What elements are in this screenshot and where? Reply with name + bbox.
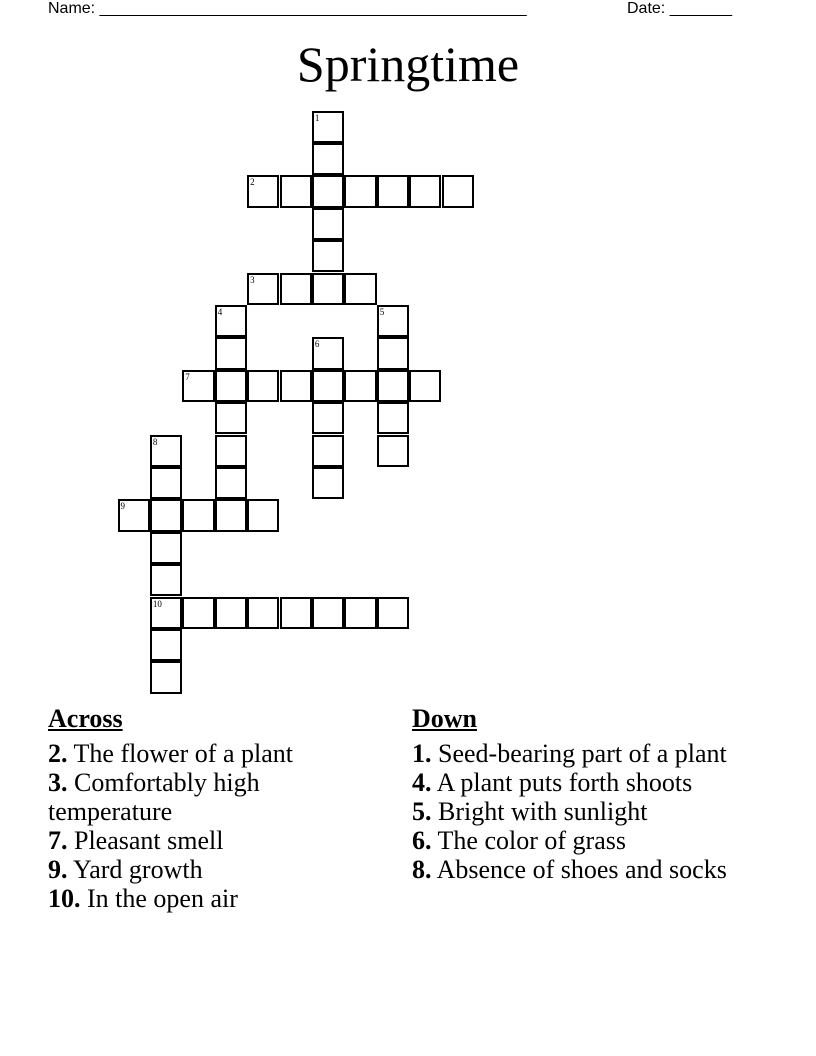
cell-number: 9 — [120, 501, 125, 512]
grid-cell[interactable] — [344, 175, 376, 207]
grid-cell[interactable] — [247, 370, 279, 402]
grid-cell[interactable] — [344, 273, 376, 305]
grid-cell[interactable] — [280, 175, 312, 207]
clue-text: Pleasant smell — [67, 826, 224, 855]
down-heading: Down — [412, 704, 478, 733]
across-clue — [48, 826, 388, 855]
across-heading: Across — [48, 704, 123, 733]
grid-cell[interactable] — [150, 499, 182, 531]
clue-text: Bright with sunlight — [431, 797, 648, 826]
clue-number: 7. — [48, 826, 68, 855]
across-clue — [48, 855, 388, 884]
grid-cell[interactable] — [215, 435, 247, 467]
grid-cell[interactable] — [312, 467, 344, 499]
grid-cell[interactable] — [312, 597, 344, 629]
grid-cell[interactable] — [312, 370, 344, 402]
grid-cell[interactable] — [280, 273, 312, 305]
grid-cell[interactable] — [150, 467, 182, 499]
grid-cell[interactable] — [215, 370, 247, 402]
grid-cell[interactable] — [215, 402, 247, 434]
grid-cell[interactable] — [377, 305, 409, 337]
grid-cell[interactable] — [312, 143, 344, 175]
down-clue — [412, 739, 742, 768]
down-clue — [412, 768, 742, 797]
grid-cell[interactable] — [377, 597, 409, 629]
grid-cell[interactable] — [215, 337, 247, 369]
date-blank[interactable]: _______ — [669, 0, 732, 17]
grid-cell[interactable] — [312, 175, 344, 207]
page-title: Springtime — [296, 36, 520, 92]
clue-number: 6. — [412, 826, 432, 855]
name-blank[interactable]: ________________________________________________ — [99, 0, 527, 17]
grid-cell[interactable] — [409, 370, 441, 402]
grid-cell[interactable] — [215, 467, 247, 499]
clue-text: In the open air — [80, 884, 238, 913]
grid-cell[interactable] — [312, 402, 344, 434]
across-clues — [48, 704, 388, 913]
grid-cell[interactable] — [182, 597, 214, 629]
grid-cell[interactable] — [312, 273, 344, 305]
grid-cell[interactable] — [377, 402, 409, 434]
date-label: Date: — [627, 0, 666, 17]
clue-number: 1. — [412, 739, 432, 768]
clue-number: 4. — [412, 768, 432, 797]
grid-cell[interactable] — [409, 175, 441, 207]
grid-cell[interactable] — [215, 597, 247, 629]
grid-cell[interactable] — [247, 597, 279, 629]
grid-cell[interactable] — [150, 629, 182, 661]
grid-cell[interactable] — [377, 435, 409, 467]
grid-cell[interactable] — [247, 273, 279, 305]
cell-number: 2 — [250, 177, 255, 188]
clue-text: Yard growth — [67, 855, 203, 884]
clue-number: 2. — [48, 739, 68, 768]
grid-cell[interactable] — [344, 370, 376, 402]
cell-number: 8 — [152, 436, 158, 447]
grid-cell[interactable] — [215, 499, 247, 531]
clue-text: Absence of shoes and socks — [431, 855, 727, 884]
cell-number: 5 — [379, 306, 385, 317]
down-clue — [412, 826, 742, 855]
grid-cell[interactable] — [312, 208, 344, 240]
across-clue — [48, 739, 388, 768]
clue-text: Comfortably high temperature — [48, 768, 260, 826]
grid-cell[interactable] — [182, 370, 214, 402]
grid-cell[interactable] — [247, 499, 279, 531]
cell-number: 1 — [314, 112, 320, 123]
grid-cell[interactable] — [312, 435, 344, 467]
cell-number: 4 — [217, 306, 223, 317]
clue-text: The flower of a plant — [67, 739, 293, 768]
across-clue — [48, 884, 388, 913]
down-clues — [412, 704, 742, 884]
grid-cell[interactable] — [215, 305, 247, 337]
across-clue — [48, 768, 388, 826]
grid-cell[interactable] — [312, 111, 344, 143]
grid-cell[interactable] — [312, 337, 344, 369]
down-clue-list — [412, 739, 742, 884]
grid-cell[interactable] — [377, 175, 409, 207]
cell-number: 3 — [250, 274, 255, 285]
clue-text: Seed-bearing part of a plant — [431, 739, 727, 768]
grid-cell[interactable] — [247, 175, 279, 207]
name-label: Name: — [48, 0, 96, 17]
grid-cell[interactable] — [150, 597, 182, 629]
grid-cell[interactable] — [118, 499, 150, 531]
grid-cell[interactable] — [312, 240, 344, 272]
clue-number: 3. — [48, 768, 68, 797]
clue-text: A plant puts forth shoots — [431, 768, 693, 797]
clue-text: The color of grass — [431, 826, 626, 855]
grid-cell[interactable] — [280, 370, 312, 402]
across-clue-list — [48, 739, 388, 913]
grid-cell[interactable] — [150, 564, 182, 596]
down-clue — [412, 797, 742, 826]
cell-number: 7 — [185, 371, 190, 382]
grid-cell[interactable] — [182, 499, 214, 531]
grid-cell[interactable] — [344, 597, 376, 629]
grid-cell[interactable] — [442, 175, 474, 207]
clue-number: 8. — [412, 855, 432, 884]
clue-number: 9. — [48, 855, 68, 884]
clue-number: 5. — [412, 797, 432, 826]
grid-cell[interactable] — [150, 661, 182, 693]
cell-number: 6 — [314, 339, 320, 350]
grid-cell[interactable] — [377, 337, 409, 369]
grid-cell[interactable] — [377, 370, 409, 402]
grid-cell[interactable] — [150, 435, 182, 467]
down-clue — [412, 855, 742, 884]
grid-cell[interactable] — [280, 597, 312, 629]
grid-cell[interactable] — [150, 532, 182, 564]
clue-number: 10. — [48, 884, 81, 913]
cell-number: 10 — [152, 598, 162, 609]
